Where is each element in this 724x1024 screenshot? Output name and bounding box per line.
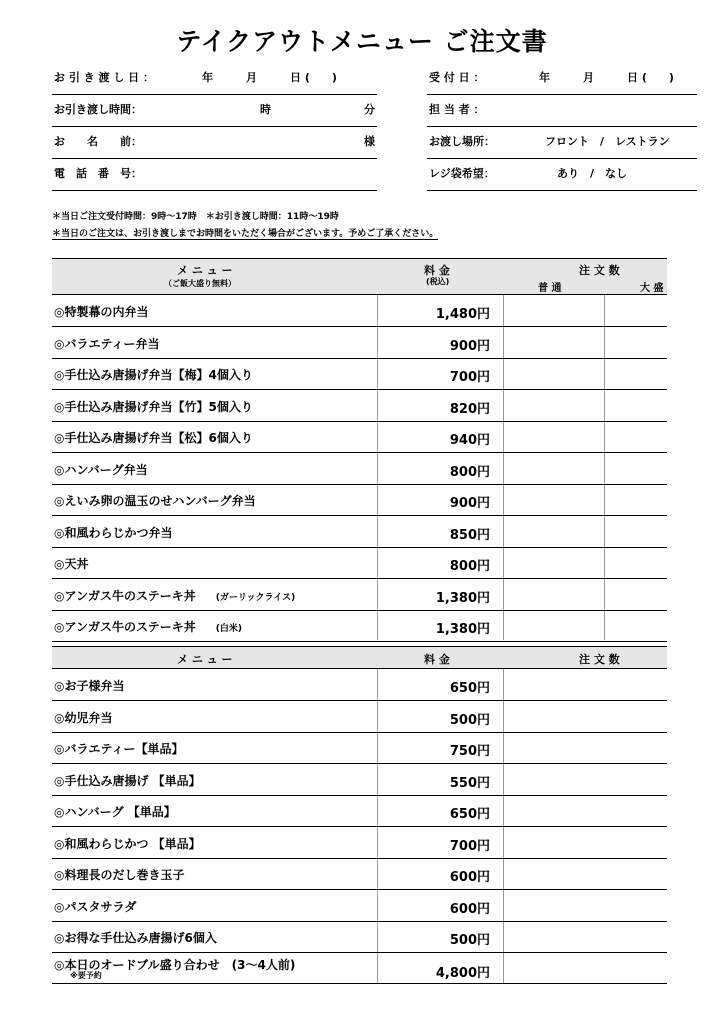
item-name: ◎天丼 (54, 557, 89, 571)
item-price: 800円 (449, 464, 490, 480)
item-price: 940円 (449, 433, 490, 448)
item-price: 600円 (449, 870, 490, 885)
item-price: 500円 (449, 933, 490, 948)
header-price: 料 金 (424, 653, 450, 666)
table-row[interactable] (52, 547, 667, 579)
item-price: 900円 (449, 338, 490, 354)
item-name (54, 618, 242, 635)
table-row[interactable] (52, 390, 667, 422)
item-name: ◎バラエティー弁当 (54, 336, 160, 351)
item-price: 850円 (449, 527, 490, 543)
item-price: 750円 (449, 744, 490, 759)
note-hours: ＊当日ご注文受付時間：9時～17時 ＊お引き渡し時間：11時～19時 (52, 212, 339, 222)
item-name: ◎パスタサラダ (54, 899, 137, 914)
item-price: 550円 (449, 775, 490, 791)
item-price: 700円 (449, 370, 490, 385)
item-price: 650円 (449, 807, 490, 822)
header-qty-large: 大 盛 (640, 283, 664, 294)
table-row[interactable] (52, 579, 667, 611)
header-price: 料 金 (424, 264, 450, 277)
header-qty: 注 文 数 (579, 264, 620, 277)
table-row[interactable] (52, 921, 667, 953)
item-price: 820円 (449, 401, 490, 417)
phone-label: 電 話 番 号： (54, 167, 142, 180)
item-name: ◎幼児弁当 (54, 710, 113, 725)
header-menu-sub: （ご飯大盛り無料） (164, 279, 236, 288)
item-name (54, 587, 295, 604)
item-price: 1,380円 (435, 590, 490, 606)
item-price: 1,480円 (435, 307, 490, 322)
item-name: ◎えいみ卵の温玉のせハンバーグ弁当 (54, 494, 256, 508)
bag-label: レジ袋希望： (429, 167, 495, 180)
item-name: ◎料理長のだし巻き玉子 (54, 868, 185, 882)
header-price-sub: (税込) (426, 277, 450, 286)
item-name: ◎本日のオードブル盛り合わせ (3～4人前) (54, 957, 296, 972)
item-price: 500円 (449, 712, 490, 728)
staff-label: 担 当 者 ： (429, 103, 485, 116)
item-sub-note: ※要予約 (70, 970, 102, 980)
table-row[interactable] (52, 421, 667, 453)
pickup-date-label: お 引 き 渡 し 日 ： (54, 71, 154, 84)
table-row[interactable] (52, 453, 667, 485)
pickup-time-hour: 時 (260, 103, 271, 116)
item-price: 650円 (449, 681, 490, 696)
item-name: ◎和風わらじかつ弁当 (54, 525, 173, 540)
header-menu: メ ニ ュ ー (177, 653, 233, 666)
form-row-phone[interactable] (52, 158, 377, 191)
item-name: ◎和風わらじかつ 【単品】 (54, 836, 201, 851)
table-row[interactable] (52, 858, 667, 890)
item-name: ◎バラエティー【単品】 (54, 742, 184, 756)
menu-table-main (52, 258, 667, 640)
item-name-text: ◎アンガス牛のステーキ丼 (54, 588, 196, 603)
item-name: ◎手仕込み唐揚げ 【単品】 (54, 773, 201, 788)
item-name: ◎ハンバーグ弁当 (54, 462, 148, 477)
table-row[interactable] (52, 764, 667, 796)
menu-table-sides (52, 646, 667, 984)
form-row-bag[interactable] (427, 158, 697, 191)
delivery-place-label: お渡し場所： (429, 135, 495, 148)
item-price: 700円 (449, 838, 490, 854)
item-price: 600円 (449, 901, 490, 917)
item-price: 900円 (449, 496, 490, 511)
header-qty-normal: 普 通 (538, 283, 562, 294)
item-name: ◎手仕込み唐揚げ弁当【竹】5個入り (54, 399, 253, 414)
table-row[interactable] (52, 327, 667, 359)
reception-date-label: 受 付 日 ： (429, 71, 485, 84)
reception-date-field: 年 月 日 ( ) (539, 71, 674, 84)
pickup-time-minute: 分 (364, 103, 375, 116)
delivery-place-options: フロント / レストラン (545, 135, 670, 148)
table-row[interactable] (52, 358, 667, 390)
item-name: ◎ハンバーグ 【単品】 (54, 805, 176, 819)
form-row-staff[interactable] (427, 94, 697, 127)
table-row[interactable] (52, 516, 667, 548)
table-row[interactable] (52, 732, 667, 764)
name-label: お 名 前： (54, 135, 142, 148)
form-row-reception-date[interactable] (427, 62, 697, 95)
note-wait: ＊当日のご注文は、お引き渡しまでお時間をいただく場合がございます。予めご了承ください。 (52, 226, 438, 240)
item-name: ◎特製幕の内弁当 (54, 305, 149, 319)
table-row[interactable] (52, 295, 667, 327)
table-row[interactable] (52, 669, 667, 701)
table-row[interactable] (52, 484, 667, 516)
header-menu: メ ニ ュ ー (177, 264, 233, 277)
item-note: (白米) (215, 624, 242, 634)
table-header (52, 259, 667, 295)
table-row[interactable] (52, 610, 667, 642)
pickup-time-label: お引き渡し時間： (54, 103, 142, 116)
form-row-name[interactable] (52, 126, 377, 159)
form-row-delivery-place[interactable] (427, 126, 697, 159)
item-name-text: ◎アンガス牛のステーキ丼 (54, 620, 196, 634)
table-row[interactable] (52, 827, 667, 859)
item-note: (ガーリックライス) (215, 592, 296, 603)
item-name: ◎お得な手仕込み唐揚げ6個入 (54, 931, 217, 945)
form-row-pickup-date[interactable] (52, 62, 377, 95)
table-header (52, 647, 667, 669)
item-price: 4,800円 (435, 965, 490, 981)
item-price: 800円 (449, 559, 490, 574)
table-row[interactable] (52, 795, 667, 827)
item-name: ◎お子様弁当 (54, 679, 125, 693)
page-title: テイクアウトメニュー ご注文書 (176, 27, 548, 56)
table-row[interactable] (52, 701, 667, 733)
pickup-date-field: 年 月 日 ( ) (202, 71, 337, 84)
name-honorific: 様 (364, 135, 375, 148)
item-name: ◎手仕込み唐揚げ弁当【梅】4個入り (54, 368, 253, 382)
item-price: 1,380円 (435, 622, 490, 637)
form-row-pickup-time[interactable] (52, 94, 377, 127)
table-row[interactable] (52, 890, 667, 922)
table-row[interactable] (52, 953, 667, 984)
bag-options: あり / なし (557, 167, 628, 180)
item-name: ◎手仕込み唐揚げ弁当【松】6個入り (54, 431, 253, 445)
header-qty: 注 文 数 (579, 653, 620, 666)
